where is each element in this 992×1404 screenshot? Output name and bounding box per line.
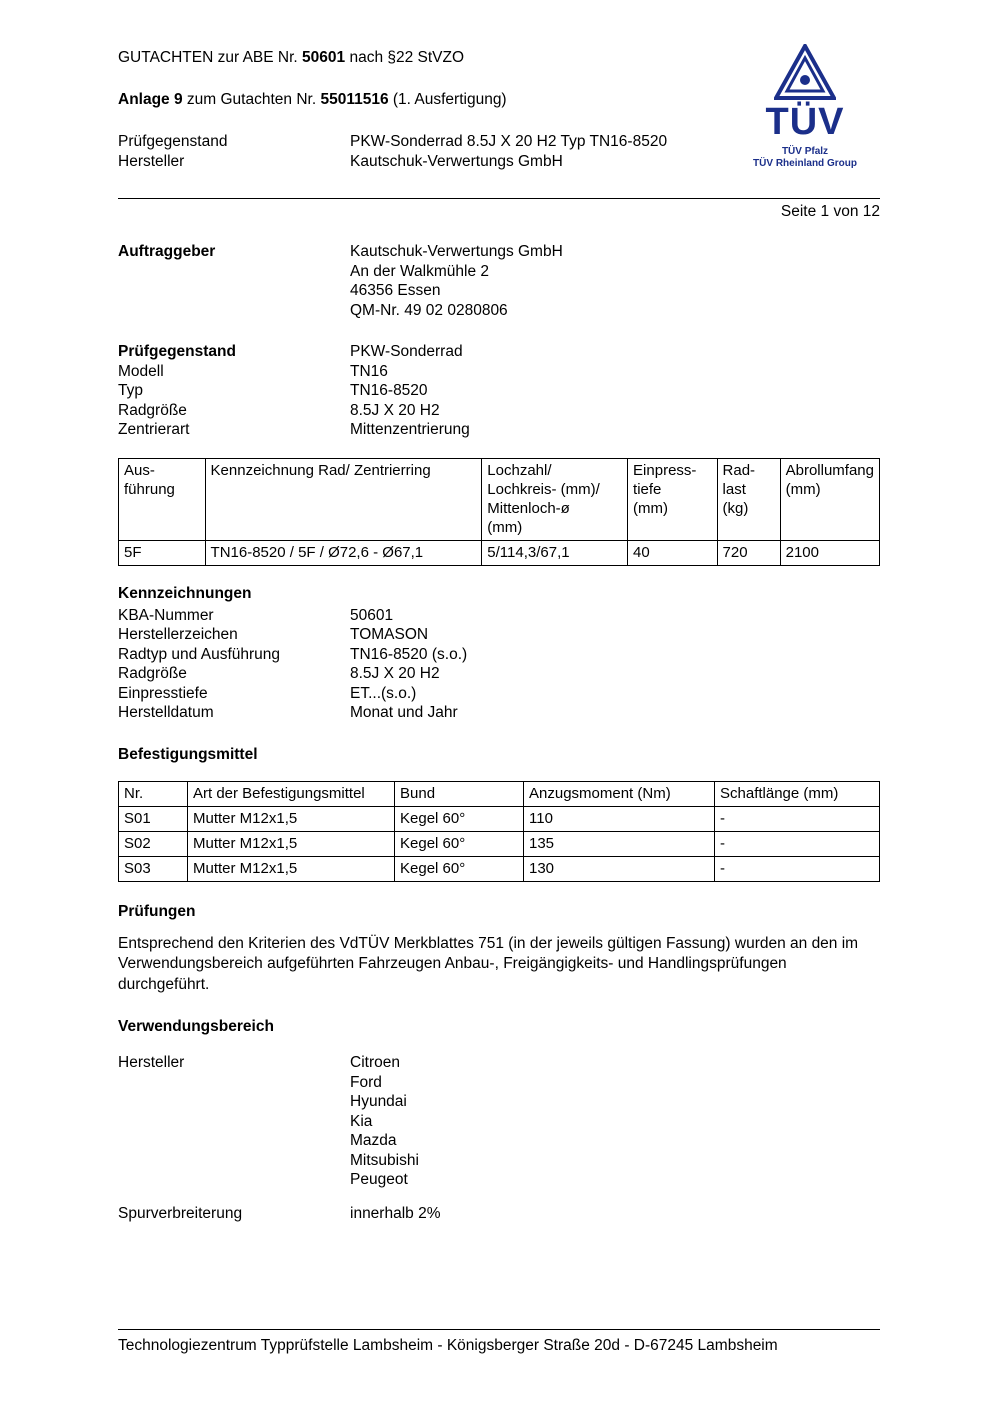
th-einpresstiefe-l3: (mm) (633, 499, 669, 517)
th-lochzahl-l3: Mittenloch-ø (487, 499, 570, 517)
verwendungsbereich-hersteller-row-3 (118, 1112, 880, 1132)
th-schaftlaenge: Schaftlänge (mm) (715, 781, 880, 806)
pruefgegenstand-key-2: Radgröße (118, 401, 187, 419)
verwendungsbereich-hersteller-row-2 (118, 1092, 880, 1112)
pruefgegenstand-row-main (118, 342, 880, 362)
auftraggeber-spacer-3 (118, 301, 350, 321)
th-nr: Nr. (119, 781, 188, 806)
pruefgegenstand-val-1: TN16-8520 (350, 382, 428, 399)
pruefungen-section (118, 902, 880, 996)
td-abrollumfang-0: 2100 (780, 540, 879, 565)
gutachten-number: 55011516 (320, 91, 389, 108)
th-lochzahl (482, 458, 628, 540)
verwendungsbereich-section (118, 1017, 880, 1223)
tuv-subtitle-line2: TÜV Rheinland Group (753, 157, 857, 169)
th-abrollumfang-l2: (mm) (785, 480, 821, 498)
table-row (119, 831, 880, 856)
spurverbreiterung-value: innerhalb 2% (350, 1204, 441, 1222)
td-moment-0: 110 (524, 806, 715, 831)
th-radlast-l2: last (722, 480, 746, 498)
page-number: Seite 1 von 12 (780, 203, 880, 220)
td-nr-2: S03 (119, 856, 188, 881)
th-einpresstiefe-l2: tiefe (633, 480, 662, 498)
auftraggeber-line-0: Kautschuk-Verwertungs GmbH (350, 243, 563, 260)
th-bund: Bund (395, 781, 524, 806)
verwendungsbereich-hersteller-row-5 (118, 1151, 880, 1171)
spurverbreiterung-row (118, 1204, 880, 1224)
kennzeichnungen-row-3 (118, 664, 880, 684)
hersteller-spacer-4 (118, 1131, 350, 1151)
td-art-1: Mutter M12x1,5 (188, 831, 395, 856)
kennzeichnungen-row-4 (118, 684, 880, 704)
th-radlast (717, 458, 780, 540)
kennzeichnungen-section (118, 584, 880, 723)
document-header (118, 48, 880, 222)
anlage-mid: zum Gutachten Nr. (182, 91, 321, 108)
pruefgegenstand-value: PKW-Sonderrad (350, 343, 463, 360)
auftraggeber-line-1: An der Walkmühle 2 (350, 262, 489, 280)
td-moment-2: 130 (524, 856, 715, 881)
kennzeichnungen-list (118, 606, 880, 723)
auftraggeber-section (118, 242, 880, 320)
kennzeichnungen-val-1: TOMASON (350, 626, 429, 643)
kennzeichnungen-key-1: Herstellerzeichen (118, 626, 238, 643)
header-hersteller-value: Kautschuk-Verwertungs GmbH (350, 153, 563, 170)
kennzeichnungen-heading: Kennzeichnungen (118, 584, 252, 602)
td-moment-1: 135 (524, 831, 715, 856)
table-row (119, 856, 880, 881)
befestigungsmittel-section (118, 745, 880, 765)
th-radlast-l1: Rad- (722, 461, 756, 479)
hersteller-item-6: Peugeot (350, 1171, 408, 1188)
tuv-subtitle (730, 146, 880, 169)
tuv-logo (730, 44, 880, 169)
td-nr-1: S02 (119, 831, 188, 856)
kennzeichnungen-key-3: Radgröße (118, 665, 187, 682)
document-footer (118, 1329, 880, 1356)
table-header-row (119, 781, 880, 806)
pruefgegenstand-label: Prüfgegenstand (118, 343, 236, 360)
td-art-0: Mutter M12x1,5 (188, 806, 395, 831)
verwendungsbereich-hersteller-row-0 (118, 1053, 880, 1073)
pruefungen-heading: Prüfungen (118, 902, 196, 920)
hersteller-item-1: Ford (350, 1073, 382, 1091)
th-lochzahl-l1: Lochzahl/ (487, 461, 552, 479)
auftraggeber-row-3 (118, 301, 880, 321)
th-lochzahl-l4: (mm) (487, 518, 523, 536)
kennzeichnungen-key-4: Einpresstiefe (118, 684, 208, 702)
pruefgegenstand-section (118, 342, 880, 440)
pruefgegenstand-val-0: TN16 (350, 362, 388, 380)
table-row (119, 806, 880, 831)
hersteller-spacer-1 (118, 1073, 350, 1093)
td-bund-1: Kegel 60° (395, 831, 524, 856)
verwendungsbereich-hersteller-row-1 (118, 1073, 880, 1093)
kennzeichnungen-row-0 (118, 606, 880, 626)
auftraggeber-row-2 (118, 281, 880, 301)
tuv-triangle-icon (774, 44, 836, 100)
th-art: Art der Befestigungsmittel (188, 781, 395, 806)
tuv-subtitle-line1: TÜV Pfalz (781, 146, 829, 157)
tuv-wordmark: TÜV (765, 101, 845, 143)
table-header-row (119, 458, 880, 540)
td-radlast-0: 720 (717, 540, 780, 565)
td-ausfuehrung-0: 5F (119, 540, 206, 565)
befestigungsmittel-table (118, 781, 880, 882)
td-schaft-2: - (715, 856, 880, 881)
kennzeichnungen-val-3: 8.5J X 20 H2 (350, 665, 440, 682)
td-schaft-1: - (715, 831, 880, 856)
kennzeichnungen-row-2 (118, 645, 880, 665)
td-schaft-0: - (715, 806, 880, 831)
th-ausfuehrung (119, 458, 206, 540)
gutachten-abe-number: 50601 (302, 49, 346, 66)
td-einpresstiefe-0: 40 (628, 540, 717, 565)
hersteller-spacer-5 (118, 1151, 350, 1171)
header-hersteller-label: Hersteller (118, 153, 185, 170)
th-abrollumfang (780, 458, 879, 540)
pruefgegenstand-val-3: Mittenzentrierung (350, 421, 470, 438)
anlage-label: Anlage 9 (118, 91, 183, 108)
th-einpresstiefe (628, 458, 717, 540)
th-ausfuehrung-l1: Aus- (124, 461, 155, 479)
header-pruefgegenstand-value: PKW-Sonderrad 8.5J X 20 H2 Typ TN16-8520 (350, 133, 668, 150)
verwendungsbereich-hersteller-label: Hersteller (118, 1054, 185, 1071)
pruefgegenstand-row-0 (118, 362, 880, 382)
td-nr-0: S01 (119, 806, 188, 831)
wheel-spec-table (118, 458, 880, 566)
verwendungsbereich-hersteller-row-6 (118, 1170, 880, 1190)
header-pruefgegenstand-label: Prüfgegenstand (118, 133, 228, 150)
auftraggeber-label: Auftraggeber (118, 243, 216, 260)
th-anzugsmoment: Anzugsmoment (Nm) (524, 781, 715, 806)
kennzeichnungen-key-0: KBA-Nummer (118, 606, 214, 624)
pruefgegenstand-key-0: Modell (118, 362, 164, 380)
kennzeichnungen-val-2: TN16-8520 (s.o.) (350, 645, 468, 663)
pruefgegenstand-row-2 (118, 401, 880, 421)
hersteller-item-3: Kia (350, 1112, 373, 1130)
pruefgegenstand-row-3 (118, 420, 880, 440)
auftraggeber-line-2: 46356 Essen (350, 282, 441, 299)
pruefgegenstand-key-1: Typ (118, 382, 143, 399)
kennzeichnungen-key-5: Herstelldatum (118, 704, 214, 721)
pruefgegenstand-val-2: 8.5J X 20 H2 (350, 401, 440, 419)
auftraggeber-spacer-2 (118, 281, 350, 301)
pruefungen-text: Entsprechend den Kriterien des VdTÜV Merkblattes 751 (in der jeweils gültigen Fassung) wurden an den im Verwendungsbereich aufgeführten Fahrzeugen Anbau-, Freigängigkeits- und Handlingsprüfungen durchgeführt. (118, 934, 859, 993)
th-ausfuehrung-l2: führung (124, 480, 175, 498)
hersteller-item-0: Citroen (350, 1054, 400, 1071)
td-art-2: Mutter M12x1,5 (188, 856, 395, 881)
kennzeichnungen-val-5: Monat und Jahr (350, 704, 458, 721)
hersteller-item-2: Hyundai (350, 1093, 407, 1110)
hersteller-item-4: Mazda (350, 1132, 397, 1149)
hersteller-spacer-3 (118, 1112, 350, 1132)
gutachten-title-suffix: nach §22 StVZO (345, 49, 465, 66)
th-abrollumfang-l1: Abrollumfang (785, 461, 874, 479)
th-einpresstiefe-l1: Einpress- (633, 461, 697, 479)
befestigungsmittel-heading: Befestigungsmittel (118, 745, 258, 763)
th-kennzeichnung: Kennzeichnung Rad/ Zentrierring (205, 458, 482, 540)
kennzeichnungen-row-5 (118, 703, 880, 723)
kennzeichnungen-row-1 (118, 625, 880, 645)
kennzeichnungen-key-2: Radtyp und Ausführung (118, 645, 281, 663)
pruefgegenstand-row-1 (118, 381, 880, 401)
auftraggeber-row-1 (118, 262, 880, 282)
verwendungsbereich-hersteller-row-4 (118, 1131, 880, 1151)
hersteller-spacer-2 (118, 1092, 350, 1112)
pruefgegenstand-key-3: Zentrierart (118, 421, 190, 438)
th-radlast-l3: (kg) (722, 499, 749, 517)
verwendungsbereich-heading: Verwendungsbereich (118, 1018, 274, 1035)
hersteller-spacer-6 (118, 1170, 350, 1190)
td-lochzahl-0: 5/114,3/67,1 (482, 540, 628, 565)
auftraggeber-row-0 (118, 242, 880, 262)
spurverbreiterung-label: Spurverbreiterung (118, 1204, 243, 1222)
table-row (119, 540, 880, 565)
kennzeichnungen-val-0: 50601 (350, 606, 394, 624)
td-kennzeichnung-0: TN16-8520 / 5F / Ø72,6 - Ø67,1 (205, 540, 482, 565)
hersteller-item-5: Mitsubishi (350, 1151, 419, 1169)
auftraggeber-spacer-1 (118, 262, 350, 282)
kennzeichnungen-val-4: ET...(s.o.) (350, 684, 417, 702)
anlage-suffix: (1. Ausfertigung) (388, 91, 507, 108)
footer-text: Technologiezentrum Typprüfstelle Lambsheim - Königsberger Straße 20d - D-67245 Lambsheim (118, 1337, 778, 1354)
td-bund-0: Kegel 60° (395, 806, 524, 831)
auftraggeber-line-3: QM-Nr. 49 02 0280806 (350, 301, 508, 319)
gutachten-title-prefix: GUTACHTEN zur ABE Nr. (118, 49, 303, 66)
td-bund-2: Kegel 60° (395, 856, 524, 881)
th-lochzahl-l2: Lochkreis- (mm)/ (487, 480, 600, 498)
